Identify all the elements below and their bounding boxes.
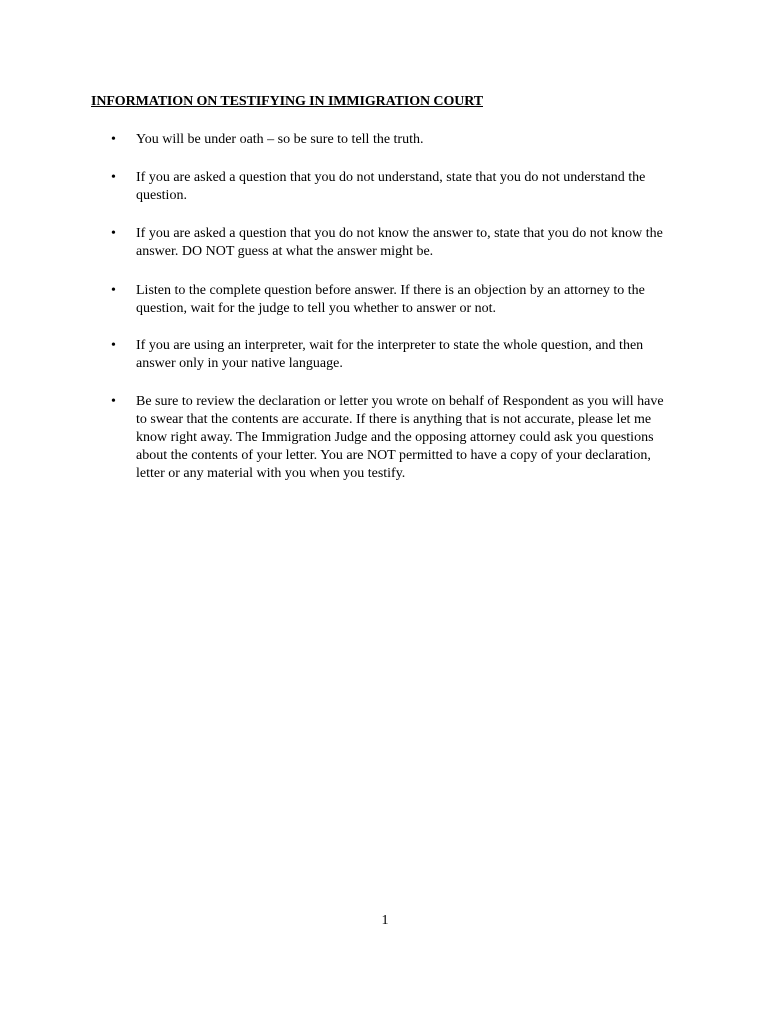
page-number: 1	[381, 913, 389, 928]
bullet-text: You will be under oath – so be sure to tell the truth.	[136, 132, 424, 147]
bullet-text: If you are asked a question that you do not know the answer to, state that you do not know the answer. DO NOT guess at what the answer might be.	[136, 226, 663, 259]
bullet-icon: •	[111, 394, 116, 409]
document-title: INFORMATION ON TESTIFYING IN IMMIGRATION COURT	[91, 94, 483, 109]
bullet-text: Listen to the complete question before answer. If there is an objection by an attorney to the question, wait for the judge to tell you whether to answer or not.	[136, 283, 645, 316]
bullet-text: Be sure to review the declaration or letter you wrote on behalf of Respondent as you will have to swear that the contents are accurate. If there is anything that is not accurate, please let me know right away. The Immigration Judge and the opposing attorney could ask you questions about the contents of your letter. You are NOT permitted to have a copy of your declaration, letter or any material with you when you testify.	[136, 394, 664, 481]
bullet-text: If you are using an interpreter, wait for the interpreter to state the whole question, and then answer only in your native language.	[136, 338, 644, 371]
bullet-icon: •	[111, 338, 116, 353]
bullet-icon: •	[111, 132, 116, 147]
bullet-icon: •	[111, 226, 116, 241]
bullet-icon: •	[111, 170, 116, 185]
bullet-text: If you are asked a question that you do not understand, state that you do not understand the question.	[136, 170, 646, 203]
bullet-icon: •	[111, 283, 116, 298]
